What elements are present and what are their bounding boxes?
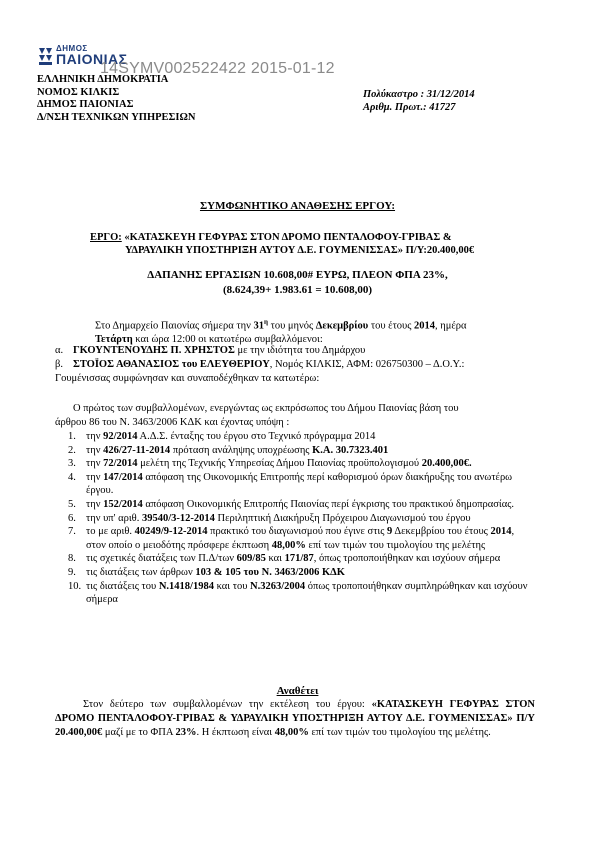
party-a: α. ΓΚΟΥΝΤΕΝΟΥΔΗΣ Π. ΧΡΗΣΤΟΣ με την ιδιότητα του Δημάρχου — [55, 345, 366, 356]
list-item-text: 152/2014 — [103, 498, 143, 510]
list-item-text: , όπως τροποποιήθηκαν και ισχύουν σήμερα — [313, 553, 501, 565]
list-item-text: 40249/9-12-2014 — [134, 526, 208, 538]
list-item-number: 10. — [68, 580, 82, 592]
list-item-text: απόφαση της Οικονομικής Επιτροπής περί καθορισμού όρων διακήρυξης του ανωτέρω έργου. — [86, 471, 513, 497]
list-item-number: 5. — [68, 498, 76, 510]
considerations-list — [68, 430, 528, 607]
list-item-text: 171/87 — [284, 553, 314, 565]
header-right-block — [363, 88, 475, 114]
list-item-text: 9 — [387, 526, 393, 538]
list-item-text: και του — [213, 580, 251, 592]
list-item — [68, 457, 528, 471]
list-item-number: 6. — [68, 512, 76, 524]
header-line-prefecture: ΝΟΜΟΣ ΚΙΛΚΙΣ — [37, 86, 120, 98]
list-item-text: την — [86, 431, 104, 442]
list-item-number: 9. — [68, 566, 76, 578]
list-item-number: 7. — [68, 526, 76, 538]
header-left-block — [37, 74, 195, 124]
header-protocol-number: Αριθμ. Πρωτ.: 41727 — [363, 102, 456, 113]
list-item-text: την — [86, 471, 104, 483]
expenses-line-1: ΔΑΠΑΝΗΣ ΕΡΓΑΣΙΩΝ 10.608,00# ΕΥΡΩ, ΠΛΕΟΝ ΦΠΑ 23%, — [147, 269, 448, 281]
list-item — [68, 552, 528, 566]
list-item-text: και — [265, 553, 285, 565]
list-item-text: 39540/3-12-2014 — [141, 512, 215, 524]
list-item-text: Ν.3263/2004 — [250, 580, 306, 592]
list-item-number: 1. — [68, 431, 76, 442]
expenses-block — [0, 268, 595, 298]
list-item-text: 20.400,00€. — [421, 458, 472, 470]
list-item-text: Δεκεμβρίου του έτους — [392, 526, 491, 538]
header-line-municipality: ΔΗΜΟΣ ΠΑΙΟΝΙΑΣ — [37, 99, 134, 110]
list-item — [68, 525, 528, 552]
list-item-text: 72/2014 — [103, 458, 138, 470]
document-id-watermark: 14SYMV002522422 2015-01-12 — [100, 60, 335, 77]
list-item — [68, 512, 528, 526]
list-item-number: 2. — [68, 444, 76, 456]
list-item-text: πρακτικό του διαγωνισμού που έγινε στις — [207, 526, 388, 538]
assign-title: Αναθέτει — [276, 685, 319, 697]
parties-block — [55, 344, 545, 385]
list-item-text: επί των τιμών του τιμολογίου της μελέτης — [305, 539, 486, 551]
list-item-text: 103 & 105 του Ν. 3463/2006 ΚΔΚ — [195, 566, 345, 578]
header-place-date: Πολύκαστρο : 31/12/2014 — [363, 89, 475, 100]
list-item — [68, 566, 528, 580]
expenses-line-2: (8.624,39+ 1.983.61 = 10.608,00) — [222, 284, 373, 296]
project-block — [90, 231, 530, 257]
list-item-number: 4. — [68, 471, 76, 483]
list-item-text: τις διατάξεις του — [86, 580, 159, 592]
header-line-republic: ΕΛΛΗΝΙΚΗ ΔΗΜΟΚΡΑΤΙΑ — [37, 74, 169, 85]
list-item-text: τις σχετικές διατάξεις των Π.Δ/των — [86, 553, 237, 565]
document-title: ΣΥΜΦΩΝΗΤΙΚΟ ΑΝΑΘΕΣΗΣ ΕΡΓΟΥ: — [199, 200, 396, 212]
list-item-text: Περιληπτική Διακήρυξη Πρόχειρου Διαγωνισμού του έργου — [214, 512, 471, 524]
list-item-number: 3. — [68, 458, 76, 470]
list-item — [68, 580, 528, 607]
list-item-text: 147/2014 — [103, 471, 143, 483]
list-item — [68, 430, 528, 444]
list-item-text: Ν.1418/1984 — [158, 580, 214, 592]
list-item-text: Κ.Α. 30.7323.401 — [312, 444, 389, 456]
project-line-1: «ΚΑΤΑΣΚΕΥΗ ΓΕΦΥΡΑΣ ΣΤΟΝ ΔΡΟΜΟ ΠΕΝΤΑΛΟΦΟΥ-ΓΡΙΒΑΣ & — [124, 232, 452, 243]
list-item-text: 2014 — [490, 526, 512, 538]
list-item-text: την — [86, 444, 104, 456]
project-line-2: ΥΔΡΑΥΛΙΚΗ ΥΠΟΣΤΗΡΙΞΗ ΑΥΤΟΥ Δ.Ε. ΓΟΥΜΕΝΙΣΣΑΣ» Π/Υ:20.400,00€ — [125, 245, 475, 256]
list-item-text: πρόταση ανάληψης υποχρέωσης — [170, 444, 313, 456]
list-item-text: την — [86, 458, 104, 470]
logo-big-text: ΠΑΙΟΝΙΑΣ — [56, 51, 128, 67]
list-item — [68, 471, 528, 498]
intro-paragraph: Στο Δημαρχείο Παιονίας σήμερα την $31^\eta$ του μηνός Δεκεμβρίου του έτους 2014, ημέρα Τετάρτη και ώρα 12:00 οι κατωτέρω συμβαλλόμενοι: — [95, 318, 467, 346]
list-item-text: την — [86, 498, 104, 510]
first-party-paragraph: Ο πρώτος των συμβαλλομένων, ενεργώντας ως εκπρόσωπος του Δήμου Παιονίας βάση του άρθρου 86 του Ν. 3463/2006 ΚΔΚ και έχοντας υπόψη : — [55, 403, 459, 428]
list-item — [68, 444, 528, 458]
list-item-text: το με αριθ. — [86, 526, 135, 538]
list-item-text: 426/27-11-2014 — [103, 444, 171, 456]
project-label: ΕΡΓΟ: — [90, 232, 122, 243]
list-item-text: μελέτη της Τεχνικής Υπηρεσίας Δήμου Παιονίας προϋπολογισμού — [137, 458, 422, 470]
list-item-text: 48,00% — [271, 539, 306, 551]
list-item-text: απόφαση Οικονομικής Επιτροπής Παιονίας περί έγκρισης του πρακτικού δημοπρασίας. — [142, 498, 515, 510]
list-item-number: 8. — [68, 553, 76, 565]
list-item-text: όπως τροποποιήθηκαν συμπληρώθηκαν και ισχύουν σήμερα — [86, 580, 528, 606]
list-item-text: 609/85 — [236, 553, 266, 565]
party-b-continued: Γουμένισσας συμφώνησαν και συναποδέχθηκαν τα κατωτέρω: — [55, 372, 320, 384]
list-item — [68, 498, 528, 512]
list-item-text: Α.Δ.Σ. ένταξης του έργου στο Τεχνικό πρόγραμμα 2014 — [137, 431, 376, 442]
party-b: β. ΣΤΟΪΟΣ ΑΘΑΝΑΣΙΟΣ του ΕΛΕΥΘΕΡΙΟΥ, Νομός ΚΙΛΚΙΣ, ΑΦΜ: 026750300 – Δ.Ο.Υ.: — [55, 358, 465, 370]
logo-small-text: ΔΗΜΟΣ — [56, 44, 88, 53]
assignment-paragraph: Στον δεύτερο των συμβαλλομένων την εκτέλεση του έργου: «ΚΑΤΑΣΚΕΥΗ ΓΕΦΥΡΑΣ ΣΤΟΝ ΔΡΟΜΟ ΠΕΝΤΑΛΟΦΟΥ-ΓΡΙΒΑΣ & ΥΔΡΑΥΛΙΚΗ ΥΠΟΣΤΗΡΙΞΗ ΑΥΤΟΥ Δ.Ε. ΓΟΥΜΕΝΙΣΣΑΣ» Π/Υ 20.400,00€ μαζί με το ΦΠΑ 23%. Η έκπτωση είναι 48,00% επί των τιμών του τιμολογίου της μελέτης. — [55, 699, 535, 738]
list-item-text: 92/2014 — [103, 431, 138, 442]
header-line-directorate: Δ/ΝΣΗ ΤΕΧΝΙΚΩΝ ΥΠΗΡΕΣΙΩΝ — [37, 111, 196, 123]
list-item-text: τις διατάξεις των άρθρων — [86, 566, 196, 578]
list-item-text: την υπ' αριθ. — [86, 512, 142, 524]
list-item-text: , στον οποίο ο μειοδότης πρόσφερε έκπτωση — [86, 526, 515, 551]
